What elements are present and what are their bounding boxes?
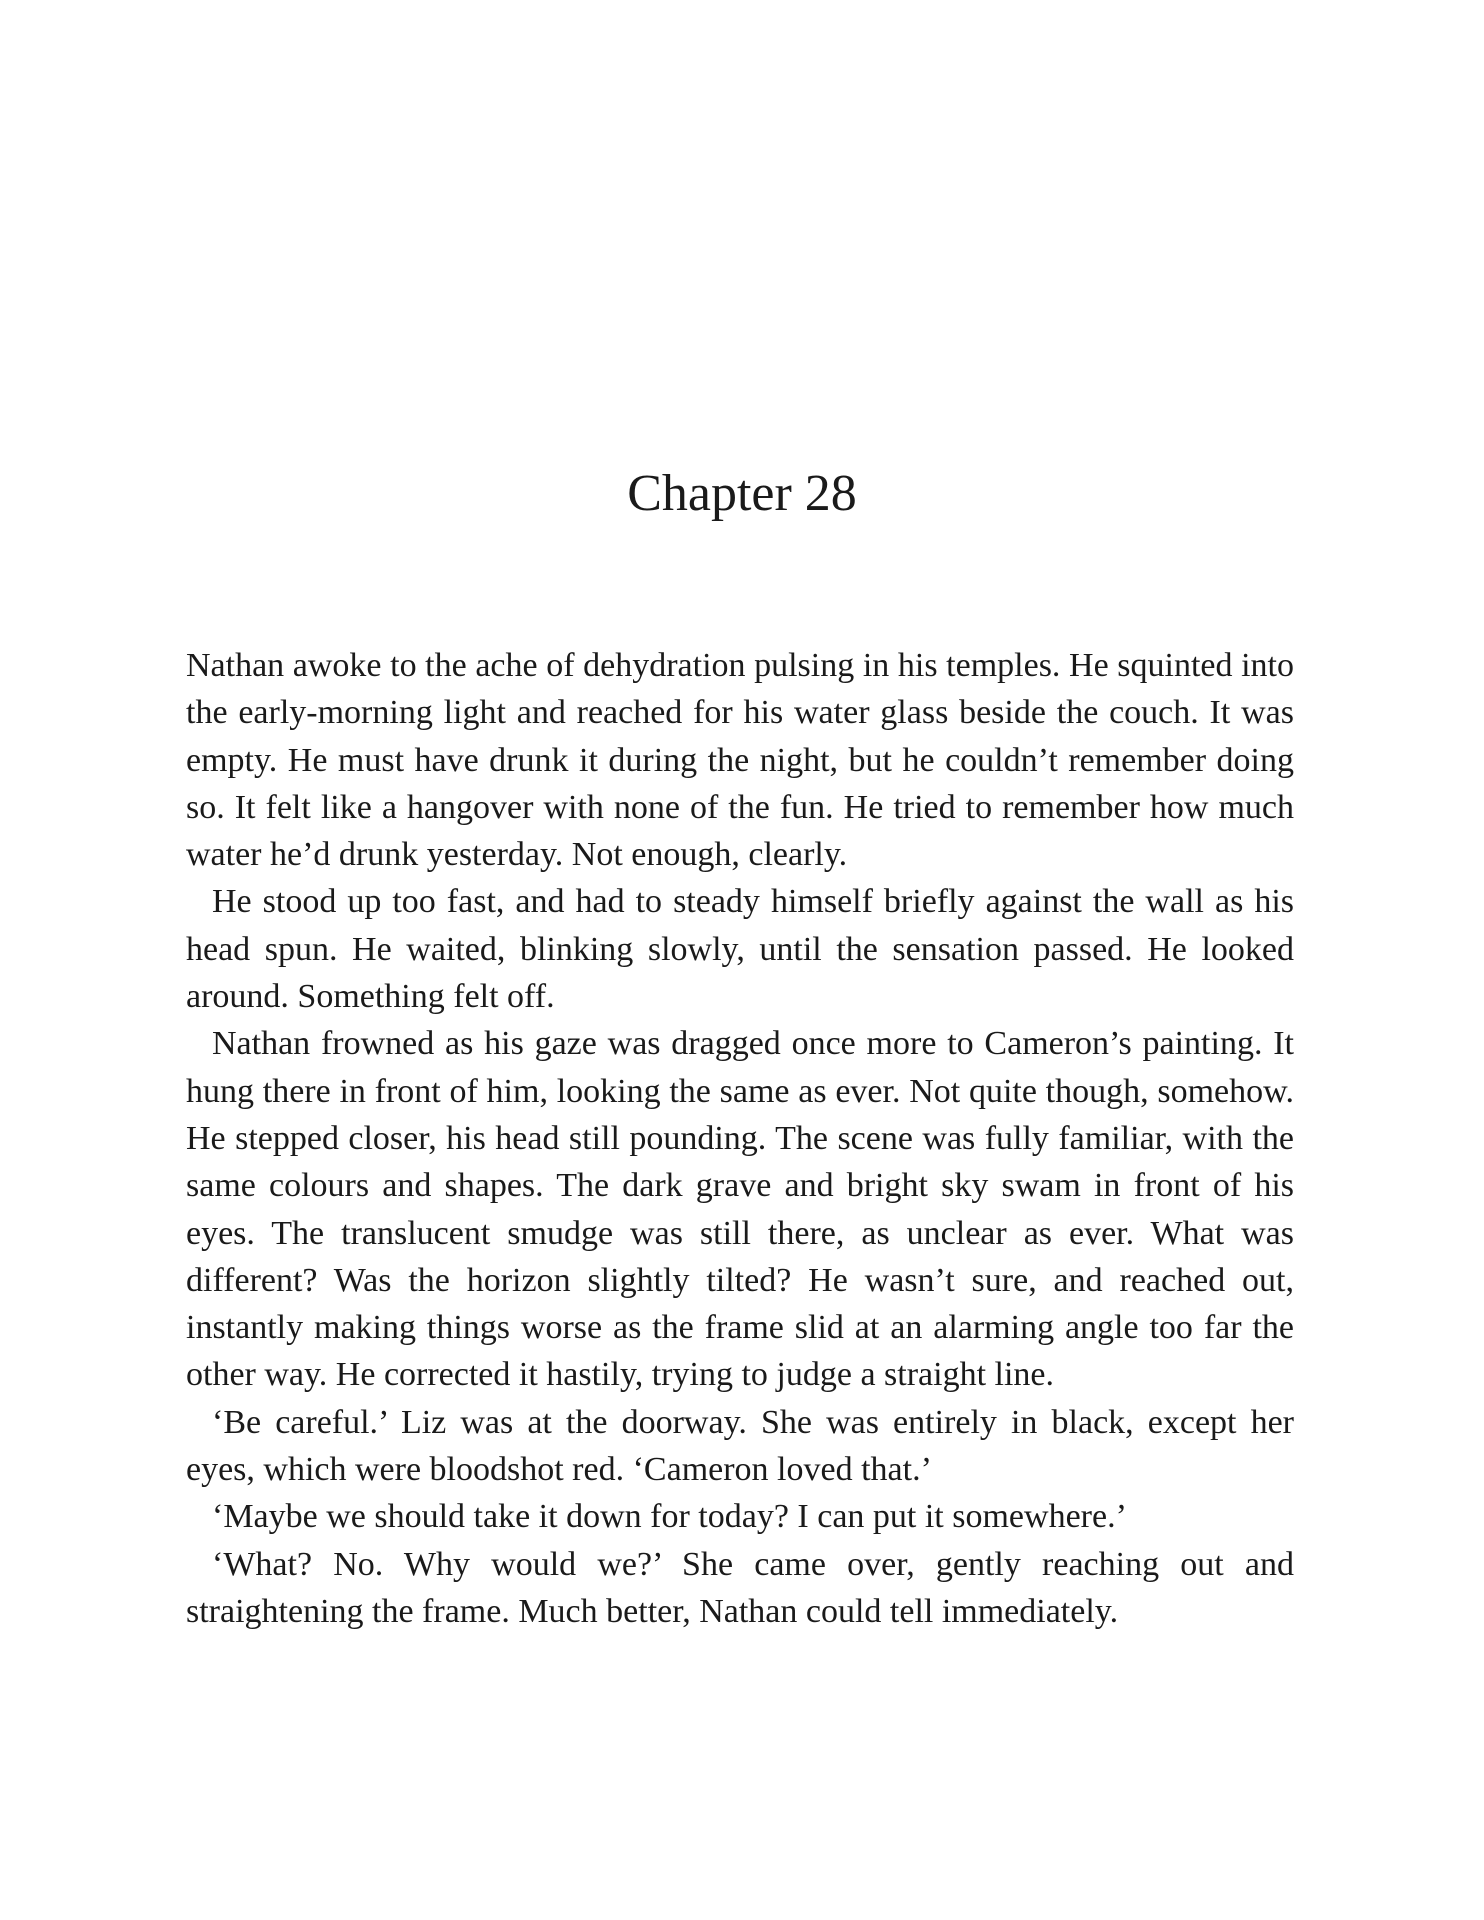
paragraph-3: Nathan frowned as his gaze was dragged once more to Cameron’s painting. It hung there in front of him, looking the same as ever. Not quite though, somehow. He stepped closer, his head still pounding. The scene was fully familiar, with the same colours and shapes. The dark grave and bright sky swam in front of his eyes. The translucent smudge was still there, as unclear as ever. What was different? Was the horizon slightly tilted? He wasn’t sure, and reached out, instantly making things worse as the frame slid at an alarming angle too far the other way. He corrected it hastily, trying to judge a straight line. [186,1025,1294,1394]
paragraph-4: ‘Be careful.’ Liz was at the doorway. She was entirely in black, except her eyes, which were bloodshot red. ‘Cameron loved that.’ [186,1403,1294,1489]
chapter-body [186,642,1294,1635]
paragraph-1: Nathan awoke to the ache of dehydration pulsing in his temples. He squinted into the early-morning light and reached for his water glass beside the couch. It was empty. He must have drunk it during the night, but he couldn’t remember doing so. It felt like a hangover with none of the fun. He tried to remember how much water he’d drunk yesterday. Not enough, clearly. [186,647,1294,874]
paragraph-6: ‘What? No. Why would we?’ She came over, gently reaching out and straightening the frame. Much better, Nathan could tell immediately. [186,1545,1294,1630]
paragraph-2: He stood up too fast, and had to steady himself briefly against the wall as his head spun. He waited, blinking slowly, until the sensation passed. He looked around. Something felt off. [186,883,1294,1016]
chapter-title: Chapter 28 [627,465,857,522]
paragraph-5: ‘Maybe we should take it down for today? I can put it somewhere.’ [212,1498,1127,1536]
